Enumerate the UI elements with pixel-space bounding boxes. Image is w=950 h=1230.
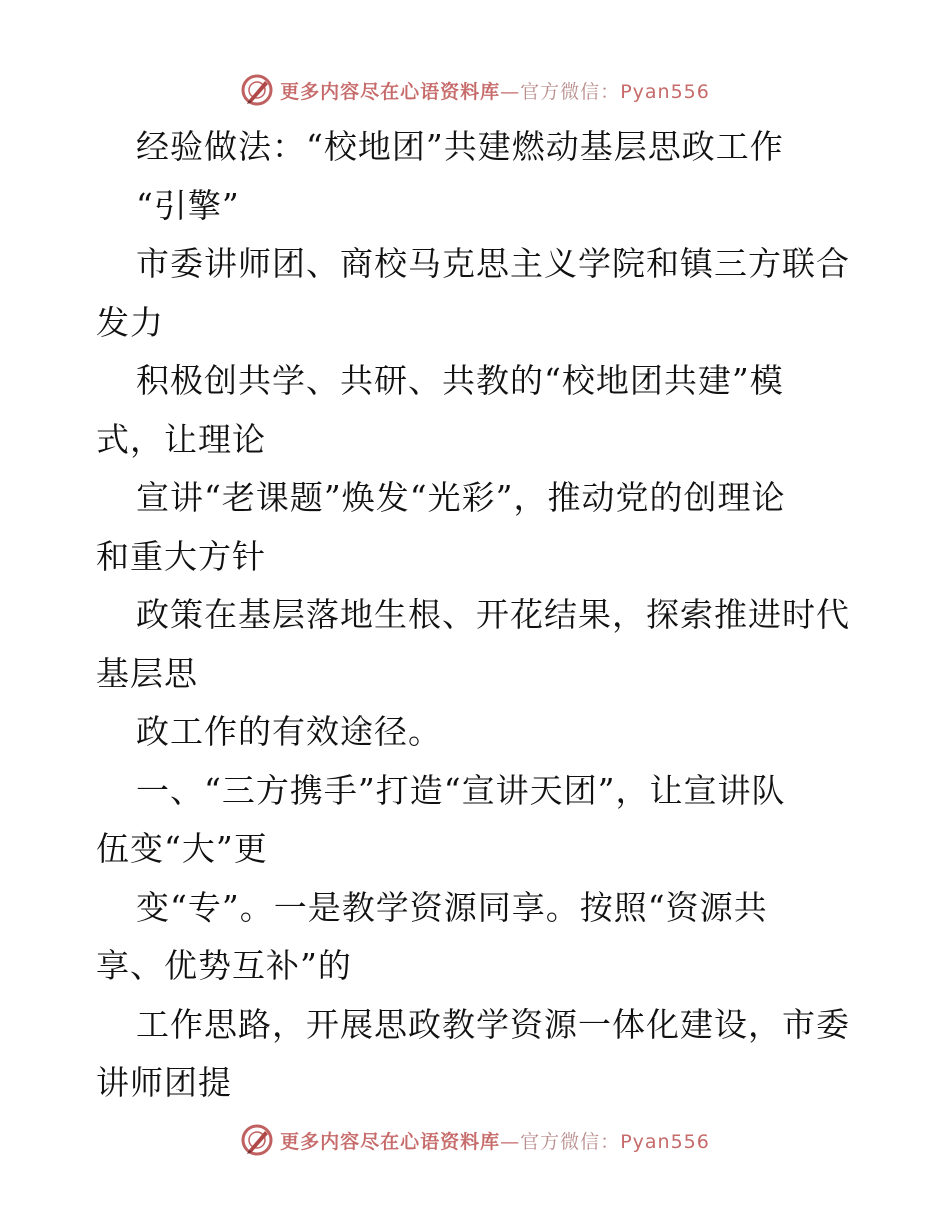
banner-wechat-id: Pyan556 — [620, 1130, 710, 1153]
text-line: 经验做法：“校地团”共建燃动基层思政工作 — [136, 127, 784, 166]
text-line: 一、“三方携手”打造“宣讲天团”，让宣讲队 — [136, 770, 786, 810]
text-line: 政工作的有效途径。 — [136, 712, 442, 751]
text-line: 和重大方针 — [96, 536, 266, 576]
footer-watermark-banner — [0, 1120, 950, 1160]
text-line: “引擎” — [136, 185, 240, 225]
text-line: 积极创共学、共研、共教的“校地团共建”模 — [136, 361, 784, 400]
banner-separator: — — [500, 80, 521, 103]
text-line: 讲师团提 — [96, 1063, 232, 1102]
document-body — [96, 118, 866, 1113]
banner-main-text: 更多内容尽在心语资料库 — [280, 1130, 501, 1153]
banner-wechat-label: 官方微信： — [520, 1130, 621, 1153]
banner-main-text: 更多内容尽在心语资料库 — [280, 80, 501, 103]
text-line: 发力 — [96, 302, 164, 342]
banner-wechat-id: Pyan556 — [620, 80, 710, 103]
text-line: 政策在基层落地生根、开花结果，探索推进时代 — [136, 595, 850, 634]
pen-logo-icon — [240, 1123, 274, 1157]
text-line: 伍变“大”更 — [96, 829, 268, 868]
pen-logo-icon — [240, 73, 274, 107]
footer-banner-text — [280, 1127, 710, 1154]
text-line: 宣讲“老课题”焕发“光彩”，推动党的创理论 — [136, 478, 786, 517]
text-line: 式，让理论 — [96, 419, 266, 459]
header-watermark-banner — [0, 70, 950, 110]
header-banner-text — [280, 77, 710, 104]
text-line: 工作思路，开展思政教学资源一体化建设，市委 — [136, 1004, 850, 1044]
text-line: 市委讲师团、商校马克思主义学院和镇三方联合 — [136, 244, 850, 283]
banner-separator: — — [500, 1130, 521, 1153]
text-line: 基层思 — [96, 653, 198, 693]
text-line: 享、优势互补”的 — [96, 946, 352, 985]
banner-wechat-label: 官方微信： — [520, 80, 621, 103]
text-line: 变“专”。一是教学资源同享。按照“资源共 — [136, 887, 768, 927]
